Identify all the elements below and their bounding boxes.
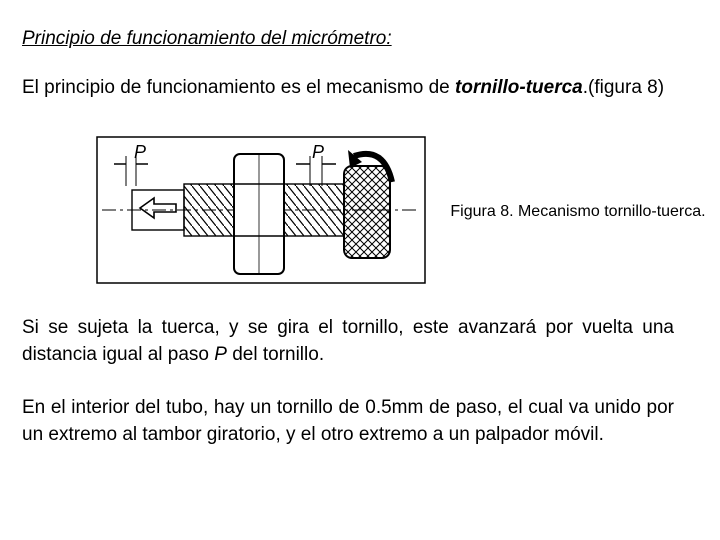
paragraph1-before: Si se sujeta la tuerca, y se gira el tornillo, este avanzará por vuelta una distancia igual al paso [22, 317, 674, 365]
paragraph1-after: del tornillo. [226, 344, 325, 365]
arrow-icon [140, 198, 176, 218]
intro-text-after: .(figura 8) [582, 77, 665, 98]
paragraph-tube-interior: En el interior del tubo, hay un tornillo de 0.5mm de paso, el cual va unido por un extremo al tambor giratorio, y el otro extremo a un palpador móvil. [22, 397, 674, 445]
screw-thread-right [284, 184, 344, 236]
paragraph-screw-advance [22, 314, 674, 368]
screw-nut-drawing [96, 136, 426, 284]
label-p-left: P [134, 142, 147, 162]
paragraph1-var: P [214, 344, 227, 365]
intro-paragraph [22, 74, 682, 101]
page-title: Principio de funcionamiento del micrómetro: [22, 28, 392, 49]
label-p-right: P [312, 142, 325, 162]
screw-nut-figure [96, 136, 426, 284]
knurled-knob [344, 166, 390, 258]
intro-text-before: El principio de funcionamiento es el mecanismo de [22, 77, 456, 98]
figure-caption: Figura 8. Mecanismo tornillo-tuerca. [450, 203, 706, 220]
screw-thread-left [184, 184, 234, 236]
intro-keyword: tornillo-tuerca [455, 77, 583, 98]
